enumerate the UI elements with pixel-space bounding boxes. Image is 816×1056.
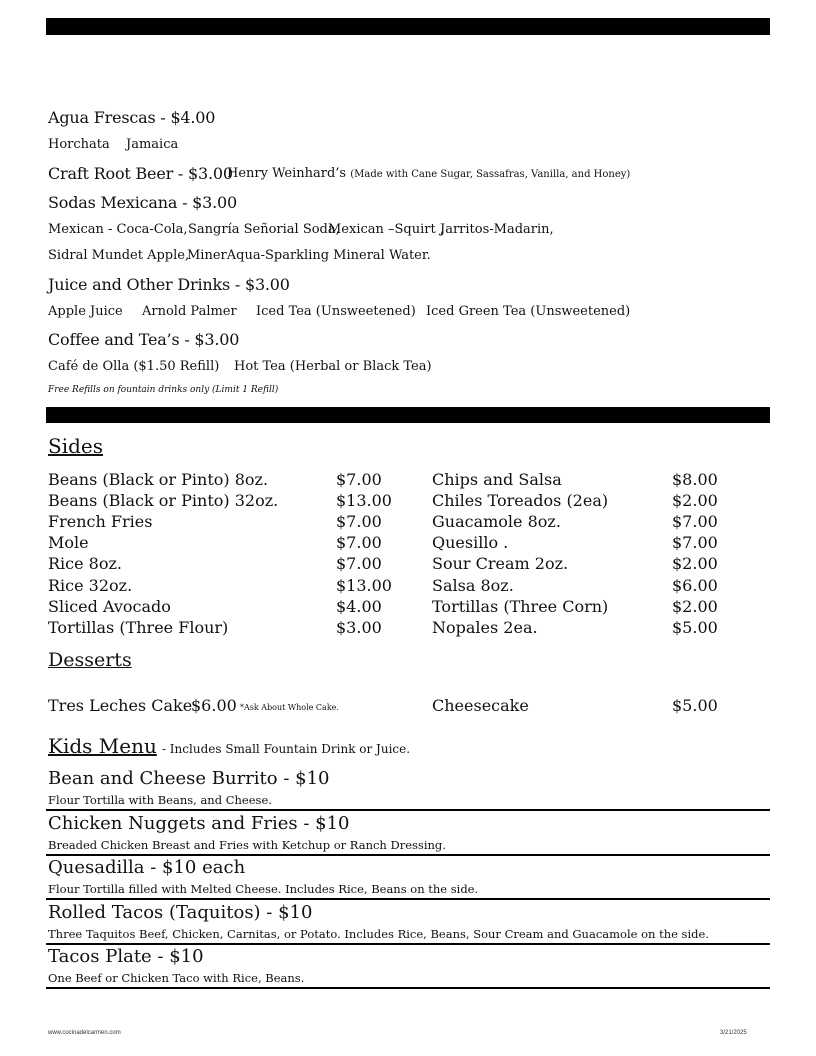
middle-divider-bar: [46, 407, 770, 423]
kids-item-divider: [46, 809, 770, 811]
side-item-price: $2.00: [672, 491, 718, 510]
soda-item: Mexican - Coca-Cola,: [48, 222, 188, 237]
juice-item: Iced Green Tea (Unsweetened): [426, 304, 631, 319]
side-item-name: Sliced Avocado: [48, 597, 171, 616]
dessert-tres-leches-note: *Ask About Whole Cake.: [240, 703, 339, 712]
kids-item-title: Quesadilla - $10 each: [48, 857, 246, 878]
kids-item-desc: Flour Tortilla filled with Melted Cheese. Includes Rice, Beans on the side.: [48, 882, 479, 896]
side-item-name: Mole: [48, 533, 89, 552]
kids-item-desc: Breaded Chicken Breast and Fries with Ketchup or Ranch Dressing.: [48, 838, 446, 852]
side-item-price: $6.00: [672, 576, 718, 595]
dessert-tres-leches-price: $6.00: [191, 696, 237, 715]
sides-heading: Sides: [48, 434, 103, 458]
footer-website: www.cocinadelcarmen.com: [48, 1030, 121, 1036]
side-item-name: Tortillas (Three Corn): [432, 597, 609, 616]
side-item-price: $5.00: [672, 618, 718, 637]
side-item-name: Tortillas (Three Flour): [48, 618, 229, 637]
side-item-name: Sour Cream 2oz.: [432, 554, 569, 573]
kids-menu-note: - Includes Small Fountain Drink or Juice.: [161, 742, 411, 756]
juice-item: Iced Tea (Unsweetened): [256, 304, 416, 319]
side-item-name: Quesillo .: [432, 533, 509, 552]
root-beer-heading: Craft Root Beer - $3.00: [48, 164, 233, 183]
side-item-price: $8.00: [672, 470, 718, 489]
side-item-price: $3.00: [336, 618, 382, 637]
side-item-price: $2.00: [672, 554, 718, 573]
soda-item: Jarritos-Madarin,: [440, 222, 554, 237]
root-beer-brand: [227, 166, 630, 181]
kids-menu-heading: Kids Menu: [48, 734, 157, 758]
side-item-name: Chips and Salsa: [432, 470, 562, 489]
soda-item: Mexican –Squirt ,: [328, 222, 444, 237]
juice-item: Arnold Palmer: [142, 304, 237, 319]
side-item-name: Beans (Black or Pinto) 8oz.: [48, 470, 269, 489]
sodas-heading: Sodas Mexicana - $3.00: [48, 193, 237, 212]
side-item-price: $13.00: [336, 576, 392, 595]
footer-date: 3/21/2025: [720, 1030, 747, 1036]
kids-item-desc: Three Taquitos Beef, Chicken, Carnitas, or Potato. Includes Rice, Beans, Sour Cream and Guacamole on the side.: [48, 927, 709, 941]
side-item-name: Beans (Black or Pinto) 32oz.: [48, 491, 279, 510]
kids-item-title: Bean and Cheese Burrito - $10: [48, 768, 330, 789]
refill-note: Free Refills on fountain drinks only (Limit 1 Refill): [48, 385, 279, 395]
side-item-name: Rice 32oz.: [48, 576, 133, 595]
root-beer-brand-name: Henry Weinhard’s: [227, 166, 347, 181]
side-item-price: $7.00: [672, 533, 718, 552]
agua-item-jamaica: Jamaica: [126, 137, 179, 152]
kids-item-title: Tacos Plate - $10: [48, 946, 204, 967]
juice-item: Apple Juice: [48, 304, 123, 319]
soda-item: Sangría Señorial Soda,: [188, 222, 340, 237]
agua-item-horchata: Horchata: [48, 137, 110, 152]
side-item-name: Salsa 8oz.: [432, 576, 514, 595]
side-item-price: $7.00: [672, 512, 718, 531]
kids-item-title: Rolled Tacos (Taquitos) - $10: [48, 902, 313, 923]
juice-heading: Juice and Other Drinks - $3.00: [48, 275, 290, 294]
soda-item: MinerAqua-Sparkling Mineral Water.: [187, 248, 431, 263]
side-item-price: $13.00: [336, 491, 392, 510]
side-item-name: French Fries: [48, 512, 153, 531]
kids-item-desc: Flour Tortilla with Beans, and Cheese.: [48, 793, 272, 807]
coffee-item: Café de Olla ($1.50 Refill): [48, 359, 220, 374]
dessert-cheesecake-name: Cheesecake: [432, 696, 529, 715]
dessert-tres-leches-name: Tres Leches Cake: [48, 696, 193, 715]
side-item-name: Guacamole 8oz.: [432, 512, 561, 531]
root-beer-note: (Made with Cane Sugar, Sassafras, Vanilla, and Honey): [350, 169, 631, 180]
side-item-name: Nopales 2ea.: [432, 618, 538, 637]
dessert-cheesecake-price: $5.00: [672, 696, 718, 715]
side-item-name: Rice 8oz.: [48, 554, 123, 573]
kids-item-divider: [46, 898, 770, 900]
agua-frescas-heading: Agua Frescas - $4.00: [48, 108, 216, 127]
kids-menu-header: [48, 734, 410, 758]
kids-item-title: Chicken Nuggets and Fries - $10: [48, 813, 350, 834]
kids-item-divider: [46, 987, 770, 989]
side-item-name: Chiles Toreados (2ea): [432, 491, 609, 510]
coffee-item: Hot Tea (Herbal or Black Tea): [234, 359, 432, 374]
side-item-price: $2.00: [672, 597, 718, 616]
side-item-price: $7.00: [336, 554, 382, 573]
kids-item-divider: [46, 854, 770, 856]
soda-item: Sidral Mundet Apple,: [48, 248, 190, 263]
side-item-price: $4.00: [336, 597, 382, 616]
kids-item-divider: [46, 943, 770, 945]
desserts-heading: Desserts: [48, 649, 132, 671]
coffee-heading: Coffee and Tea’s - $3.00: [48, 330, 240, 349]
kids-item-desc: One Beef or Chicken Taco with Rice, Beans.: [48, 971, 305, 985]
side-item-price: $7.00: [336, 512, 382, 531]
side-item-price: $7.00: [336, 470, 382, 489]
top-divider-bar: [46, 18, 770, 35]
side-item-price: $7.00: [336, 533, 382, 552]
